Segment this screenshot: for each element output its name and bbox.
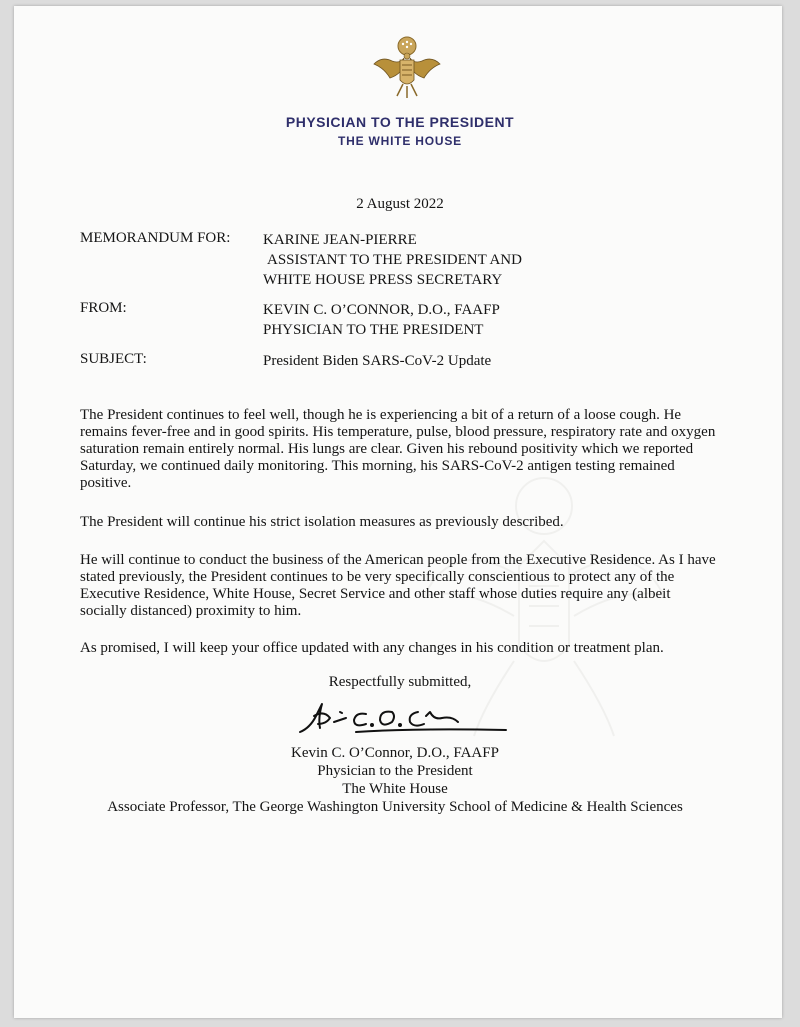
sender-title: PHYSICIAN TO THE PRESIDENT <box>263 322 484 338</box>
signer-title: Physician to the President <box>317 763 473 779</box>
letterhead-subtitle: THE WHITE HOUSE <box>337 134 462 148</box>
memo-page <box>14 6 782 1018</box>
recipient-office: WHITE HOUSE PRESS SECRETARY <box>263 272 503 288</box>
memo-subject: President Biden SARS-CoV-2 Update <box>263 353 492 369</box>
memo-subject-label: SUBJECT: <box>80 351 147 367</box>
closing-line: Respectfully submitted, <box>328 674 472 690</box>
memo-sender <box>263 300 500 340</box>
body-paragraph-4: As promised, I will keep your office updated with any changes in his condition or treatment plan. <box>80 640 664 656</box>
memo-recipient <box>263 230 522 290</box>
signer-name: Kevin C. O’Connor, D.O., FAAFP <box>291 745 499 761</box>
body-paragraph-3: He will continue to conduct the business of the American people from the Executive Residence. As I have stated previously, the President continues to be very specifically conscientious to protect any of the Executive Residence, White House, Secret Service and other staff whose duties require any (albeit socially distanced) proximity to him. <box>80 552 716 619</box>
memo-date: 2 August 2022 <box>356 196 444 212</box>
body-paragraph-2: The President will continue his strict isolation measures as previously described. <box>80 514 564 530</box>
memo-from-label: FROM: <box>80 300 127 316</box>
signature-block <box>0 744 790 816</box>
recipient-name: KARINE JEAN-PIERRE <box>263 232 417 248</box>
handwritten-signature <box>296 698 516 738</box>
sender-name: KEVIN C. O’CONNOR, D.O., FAAFP <box>263 302 500 318</box>
recipient-title: ASSISTANT TO THE PRESIDENT AND <box>267 252 522 268</box>
memo-for-label: MEMORANDUM FOR: <box>80 230 231 246</box>
letterhead-title: PHYSICIAN TO THE PRESIDENT <box>285 114 515 130</box>
presidential-seal-icon <box>370 34 444 104</box>
signer-office: The White House <box>342 781 448 797</box>
body-paragraph-1: The President continues to feel well, though he is experiencing a bit of a return of a loose cough. He remains fever-free and in good spirits. His temperature, pulse, blood pressure, respiratory rate and oxygen saturation remain entirely normal. His lungs are clear. Given his rebound positivity which we reported Saturday, we continued daily monitoring. This morning, his SARS-CoV-2 antigen testing remained positive. <box>80 407 716 491</box>
signer-affiliation: Associate Professor, The George Washington University School of Medicine & Health Sciences <box>107 799 683 815</box>
